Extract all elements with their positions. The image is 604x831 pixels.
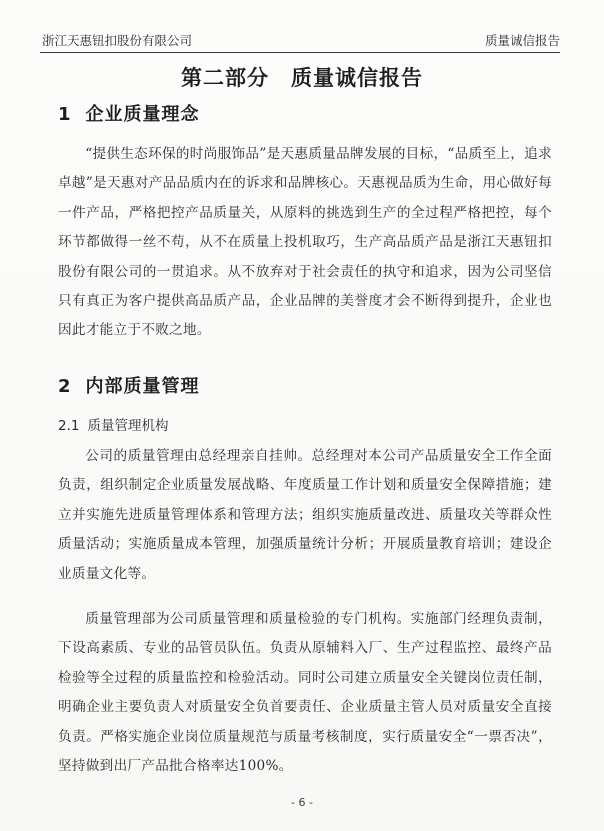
- section-1-number: 1: [58, 104, 72, 125]
- header-company: 浙江天惠钮扣股份有限公司: [42, 33, 193, 48]
- page-number: - 6 -: [291, 796, 313, 809]
- section-1-heading: [58, 100, 200, 126]
- subsection-2-1-number: 2.1: [58, 418, 80, 434]
- subsection-2-1-title: 质量管理机构: [87, 418, 169, 434]
- section-2-paragraph-1: 公司的质量管理由总经理亲自挂帅。总经理对本公司产品质量安全工作全面负责，组织制定企业质量发展战略、年度质量工作计划和质量安全保障措施；建立并实施先进质量管理体系和管理方法；组织实施质量改进、质量攻关等群众性质量活动；实施质量成本管理，加强质量统计分析；开展质量教育培训；建设企业质量文化等。: [58, 448, 552, 582]
- section-2-number: 2: [58, 376, 72, 397]
- header-report-title: 质量诚信报告: [484, 33, 560, 48]
- part-title: 第二部分 质量诚信报告: [181, 65, 423, 90]
- section-2-title: 内部质量管理: [85, 376, 200, 397]
- page-header: [40, 32, 560, 53]
- section-1-paragraph: “提供生态环保的时尚服饰品”是天惠质量品牌发展的目标，“品质至上，追求卓越”是天惠对产品品质内在的诉求和品牌核心。天惠视品质为生命，用心做好每一件产品，严格把控产品质量关，从原料的挑选到生产的全过程严格把控，每个环节都做得一丝不苟，从不在质量上投机取巧，生产高品质产品是浙江天惠钮扣股份有限公司的一贯追求。从不放弃对于社会责任的执守和追求，因为公司坚信只有真正为客户提供高品质产品，企业品牌的美誉度才会不断得到提升，企业也因此才能立于不败之地。: [58, 146, 552, 339]
- section-2-paragraph-2: 质量管理部为公司质量管理和质量检验的专门机构。实施部门经理负责制，下设高素质、专业的品管员队伍。负责从原辅料入厂、生产过程监控、最终产品检验等全过程的质量监控和检验活动。同时公司建立质量安全关键岗位责任制，明确企业主要负责人对质量安全负首要责任、企业质量主管人员对质量安全直接负责。严格实施企业岗位质量规范与质量考核制度，实行质量安全“一票否决”，坚持做到出厂产品批合格率达100%。: [58, 611, 552, 775]
- section-1-title: 企业质量理念: [85, 104, 200, 125]
- section-2-heading: [58, 372, 200, 398]
- subsection-2-1-heading: [58, 414, 168, 434]
